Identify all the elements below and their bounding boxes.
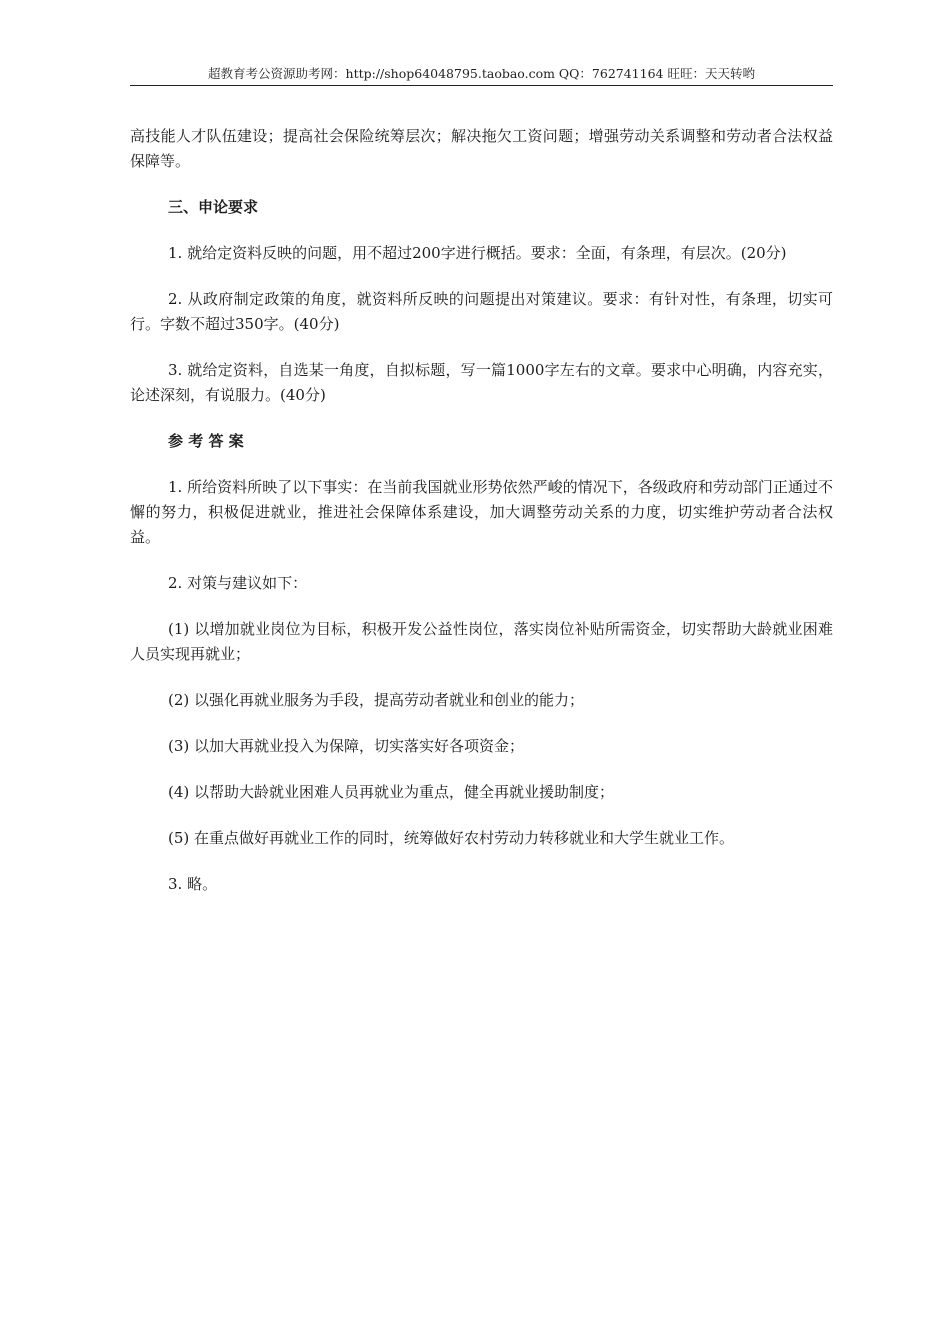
answer-1: 1. 所给资料所映了以下事实：在当前我国就业形势依然严峻的情况下，各级政府和劳动部门正通过不懈的努力，积极促进就业，推进社会保障体系建设，加大调整劳动关系的力度，切实维护劳动者合法权益。 [130, 478, 833, 546]
header-divider [130, 85, 833, 86]
answer-3: 3. 略。 [168, 875, 218, 893]
paragraph-continuation: 高技能人才队伍建设；提高社会保险统筹层次；解决拖欠工资问题；增强劳动关系调整和劳动者合法权益保障等。 [130, 127, 833, 170]
answer-2-item-3: (3) 以加大再就业投入为保障，切实落实好各项资金； [168, 737, 525, 755]
page-header: 超教育考公资源助考网：http://shop64048795.taobao.com QQ：762741164 旺旺：天天转哟 [208, 66, 755, 81]
answer-2: 2. 对策与建议如下： [168, 574, 308, 592]
requirement-3: 3. 就给定资料，自选某一角度，自拟标题，写一篇1000字左右的文章。要求中心明确，内容充实，论述深刻，有说服力。(40分) [130, 361, 833, 404]
answer-heading: 参 考 答 案 [168, 432, 244, 450]
answer-2-item-2: (2) 以强化再就业服务为手段，提高劳动者就业和创业的能力； [168, 691, 585, 709]
answer-2-item-1: (1) 以增加就业岗位为目标，积极开发公益性岗位，落实岗位补贴所需资金，切实帮助大龄就业困难人员实现再就业； [130, 620, 833, 663]
requirement-2: 2. 从政府制定政策的角度，就资料所反映的问题提出对策建议。要求：有针对性，有条理，切实可行。字数不超过350字。(40分) [130, 290, 833, 333]
requirement-1: 1. 就给定资料反映的问题，用不超过200字进行概括。要求：全面，有条理，有层次。(20分) [168, 244, 787, 262]
answer-2-item-4: (4) 以帮助大龄就业困难人员再就业为重点，健全再就业援助制度； [168, 783, 615, 801]
answer-2-item-5: (5) 在重点做好再就业工作的同时，统筹做好农村劳动力转移就业和大学生就业工作。 [168, 829, 735, 847]
requirements-heading: 三、申论要求 [168, 198, 259, 216]
document-body [130, 124, 833, 918]
